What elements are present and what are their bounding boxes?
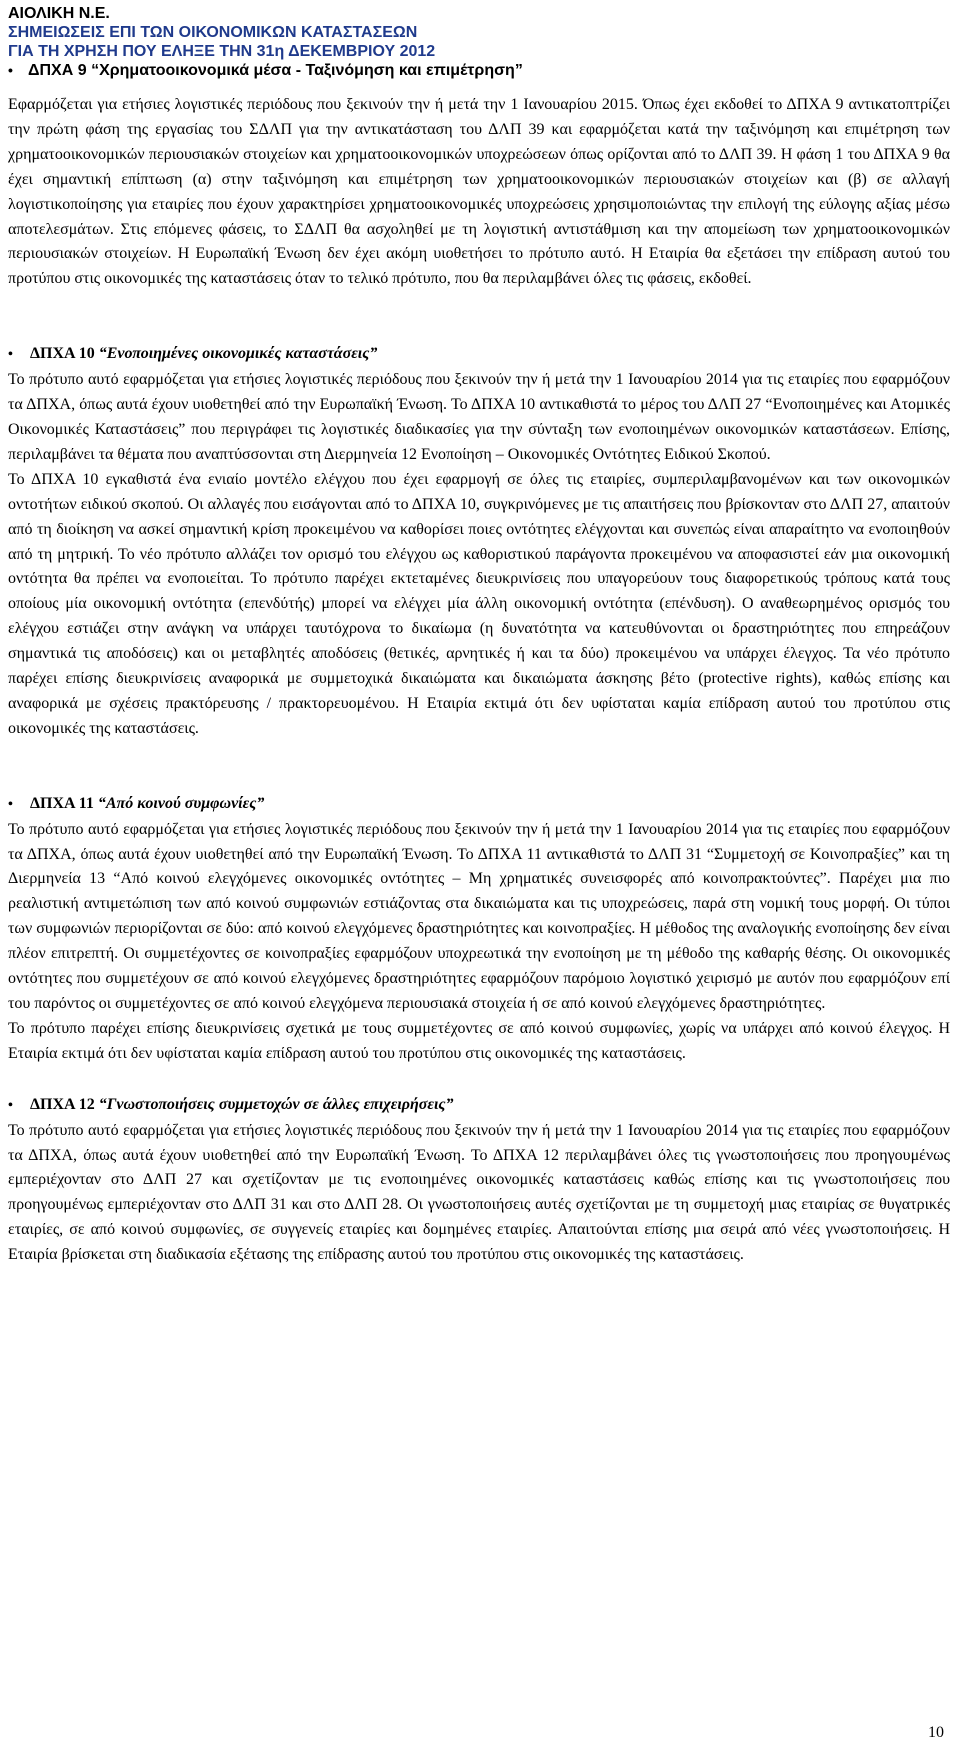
ifrs9-heading [8, 61, 948, 80]
ifrs12-title: “Γνωστοποιήσεις συμμετοχών σε άλλες επιχειρήσεις” [98, 1095, 454, 1113]
bullet-icon: • [8, 1097, 13, 1113]
bullet-icon: • [8, 62, 13, 78]
ifrs10-paragraph-2: Το ΔΠΧΑ 10 εγκαθιστά ένα ενιαίο μοντέλο ελέγχου που έχει εφαρμογή σε όλες τις εταιρίες, συμπεριλαμβανομένων και των οικονομικών οντοτήτων ειδικού σκοπού. Οι αλλαγές που εισάγονται από το ΔΠΧΑ 10, συγκρινόμενες με τις απαιτήσεις που βρίσκονταν στο ΔΛΠ 27, απαιτούν από τη διοίκηση να ασκεί σημαντική κρίση προκειμένου να καθορίσει ποιες οντότητες ελέγχονται και συνεπώς είναι απαραίτητο να ενοποιηθούν από τη μητρική. Το νέο πρότυπο αλλάζει τον ορισμό του ελέγχου ως καθοριστικού παράγοντα προκειμένου να αποφασιστεί εάν μια οικονομική οντότητα θα πρέπει να ενοποιείται. Το πρότυπο παρέχει εκτεταμένες διευκρινίσεις που υπαγορεύουν τους διαφορετικούς τρόπους κατά τους οποίους μία οικονομική οντότητα (επενδύτής) μπορεί να ελέγχει μία άλλη οικονομική οντότητα (επένδυση). Ο αναθεωρημένος ορισμός του ελέγχου εστιάζει στην ανάγκη να υπάρχει ταυτόχρονα το δικαίωμα (η δυνατότητα να κατευθύνονται οι δραστηριότητες που επηρεάζουν σημαντικά τις αποδόσεις) και οι μεταβλητές αποδόσεις (θετικές, αρνητικές ή και τα δύο) προκειμένου να υπάρχει έλεγχος. Τα νέο πρότυπο παρέχει επίσης διευκρινίσεις αναφορικά με συμμετοχικά δικαιώματα και δικαιώματα άσκησης βέτο (protective rights), καθώς επίσης και αναφορικά με σχέσεις πρακτόρευσης / πρακτορευομένου. Η Εταιρία εκτιμά ότι δεν υφίσταται καμία επίδραση αυτού του προτύπου στις οικονομικές της καταστάσεις. [8, 470, 950, 737]
bullet-icon: • [8, 347, 13, 363]
spacer [8, 292, 950, 316]
ifrs10-heading [8, 342, 950, 368]
ifrs11-title: “Από κοινού συμφωνίες” [97, 794, 265, 812]
spacer [8, 1067, 950, 1091]
ifrs11-heading [8, 792, 950, 818]
ifrs10-paragraph-1: Το πρότυπο αυτό εφαρμόζεται για ετήσιες λογιστικές περιόδους που ξεκινούν την ή μετά την 1 Ιανουαρίου 2014 για τις εταιρίες που εφαρμόζουν τα ΔΠΧΑ, όπως αυτά έχουν υιοθετηθεί από την Ευρωπαϊκή Ένωση. Το ΔΠΧΑ 10 αντικαθιστά το μέρος του ΔΛΠ 27 “Ενοποιημένες και Ατομικές Οικονομικές Καταστάσεις” που περιγράφει τις λογιστικές διαδικασίες για την σύνταξη των ενοποιημένων οικονομικών καταστάσεων. Επίσης, περιλαμβάνει τα θέματα που αναπτύσσονται στη Διερμηνεία 12 Ενοποίηση – Οικονομικές Οντότητες Ειδικού Σκοπού. [8, 371, 950, 463]
ifrs11-paragraph-2: Το πρότυπο παρέχει επίσης διευκρινίσεις σχετικά με τους συμμετέχοντες σε από κοινού συμφωνίες, χωρίς να υπάρχει από κοινού έλεγχος. Η Εταιρία εκτιμά ότι δεν υφίσταται καμία επίδραση αυτού του προτύπου στις οικονομικές της καταστάσεις. [8, 1019, 950, 1062]
ifrs10-code: ΔΠΧΑ 10 [30, 345, 95, 363]
company-name: ΑΙΟΛΙΚΗ Ν.Ε. [8, 5, 110, 22]
spacer [8, 742, 950, 766]
page-number: 10 [928, 1724, 944, 1741]
notes-title: ΣΗΜΕΙΩΣΕΙΣ ΕΠΙ ΤΩΝ ΟΙΚΟΝΟΜΙΚΩΝ ΚΑΤΑΣΤΑΣΕΩΝ [8, 24, 418, 41]
spacer [8, 316, 950, 340]
ifrs12-heading [8, 1093, 950, 1119]
bullet-icon: • [8, 796, 13, 812]
ifrs12-code: ΔΠΧΑ 12 [30, 1095, 95, 1113]
ifrs10-title: “Ενοποιημένες οικονομικές καταστάσεις” [98, 345, 378, 363]
ifrs9-paragraph: Εφαρμόζεται για ετήσιες λογιστικές περιόδους που ξεκινούν την ή μετά την 1 Ιανουαρίου 2015. Όπως έχει εκδοθεί το ΔΠΧΑ 9 αντικατοπτρίζει την πρώτη φάση της εργασίας του ΣΔΛΠ για την αντικατάσταση του ΔΛΠ 39 και εφαρμόζεται κατά την ταξινόμηση και επιμέτρηση των χρηματοοικονομικών περιουσιακών στοιχείων και χρηματοοικονομικών υποχρεώσεων όπως ορίζονται από το ΔΛΠ 39. Η φάση 1 του ΔΠΧΑ 9 θα έχει σημαντική επίπτωση (α) στην ταξινόμηση και επιμέτρηση των χρηματοοικονομικών περιουσιακών στοιχείων και (β) σε αλλαγή λογιστικοποίησης για εταιρίες που έχουν χαρακτηρίσει χρηματοοικονομικές υποχρεώσεις χρησιμοποιώντας την επιλογή της εύλογης αξίας μέσω αποτελεσμάτων. Στις επόμενες φάσεις, το ΣΔΛΠ θα ασχοληθεί με τη λογιστική αντιστάθμιση και την απομείωση των χρηματοοικονομικών περιουσιακών στοιχείων. Η Ευρωπαϊκή Ένωση δεν έχει ακόμη υιοθετήσει το πρότυπο αυτό. Η Εταιρία θα εξετάσει την επίδραση αυτού του προτύπου στις οικονομικές της καταστάσεις όταν το τελικό πρότυπο, που θα περιλαμβάνει όλες τις φάσεις, εκδοθεί. [8, 96, 950, 288]
ifrs11-code: ΔΠΧΑ 11 [30, 794, 94, 812]
page-content [8, 93, 950, 1268]
spacer [8, 766, 950, 790]
ifrs12-paragraph-1: Το πρότυπο αυτό εφαρμόζεται για ετήσιες λογιστικές περιόδους που ξεκινούν την ή μετά την 1 Ιανουαρίου 2014 για τις εταιρίες που εφαρμόζουν τα ΔΠΧΑ, όπως αυτά έχουν υιοθετηθεί από την Ευρωπαϊκή Ένωση. Το ΔΠΧΑ 12 περιλαμβάνει όλες τις γνωστοποιήσεις που προηγουμένως εμπεριέχονταν στο ΔΛΠ 27 και σχετίζονταν με τις ενοποιημένες οικονομικές καταστάσεις καθώς επίσης και τις γνωστοποιήσεις που προηγουμένως εμπεριέχονταν στο ΔΛΠ 31 και στο ΔΛΠ 28. Οι γνωστοποιήσεις αυτές σχετίζονται με τη συμμετοχή μιας εταιρίας σε θυγατρικές εταιρίες, σε από κοινού συμφωνίες, σε συγγενείς εταιρίες και δομημένες εταιρίες. Απαιτούνται επίσης μια σειρά από νέες γνωστοποιήσεις. Η Εταιρία βρίσκεται στη διαδικασία εξέτασης της επίδρασης αυτού του προτύπου στις οικονομικές της καταστάσεις. [8, 1121, 950, 1264]
ifrs9-title: “Χρηματοοικονομικά μέσα - Ταξινόμηση και επιμέτρηση” [91, 62, 523, 79]
page-header [8, 4, 948, 80]
period-title: ΓΙΑ ΤΗ ΧΡΗΣΗ ΠΟΥ ΕΛΗΞΕ ΤΗΝ 31η ΔΕΚΕΜΒΡΙΟΥ 2012 [8, 43, 436, 60]
ifrs11-paragraph-1: Το πρότυπο αυτό εφαρμόζεται για ετήσιες λογιστικές περιόδους που ξεκινούν την ή μετά την 1 Ιανουαρίου 2014 για τις εταιρίες που εφαρμόζουν τα ΔΠΧΑ, όπως αυτά έχουν υιοθετηθεί από την Ευρωπαϊκή Ένωση. Το ΔΠΧΑ 11 αντικαθιστά το ΔΛΠ 31 “Συμμετοχή σε Κοινοπραξίες” και τη Διερμηνεία 13 “Από κοινού ελεγχόμενες οικονομικές οντότητες – Μη χρηματικές συνεισφορές από κοινοπρακτούντες”. Παρέχει μια πιο ρεαλιστική αντιμετώπιση των από κοινού συμφωνιών εστιάζοντας στα δικαιώματα και τις υποχρεώσεις, παρά στη νομική τους μορφή. Οι τύποι των συμφωνιών περιορίζονται σε δύο: από κοινού ελεγχόμενες δραστηριότητες και κοινοπραξίες. Η μέθοδος της αναλογικής ενοποίησης δεν είναι πλέον επιτρεπτή. Οι συμμετέχοντες σε κοινοπραξίες εφαρμόζουν υποχρεωτικά την ενοποίηση με τη μέθοδο της καθαρής θέσης. Οι οικονομικές οντότητες που συμμετέχουν σε από κοινού ελεγχόμενες δραστηριότητες εφαρμόζουν παρόμοιο λογιστικό χειρισμό με αυτόν που εφαρμόζουν επί του παρόντος οι συμμετέχοντες σε από κοινού ελεγχόμενα περιουσιακά στοιχεία ή σε από κοινού ελεγχόμενες δραστηριότητες. [8, 820, 950, 1012]
ifrs9-code: ΔΠΧΑ 9 [28, 62, 87, 79]
